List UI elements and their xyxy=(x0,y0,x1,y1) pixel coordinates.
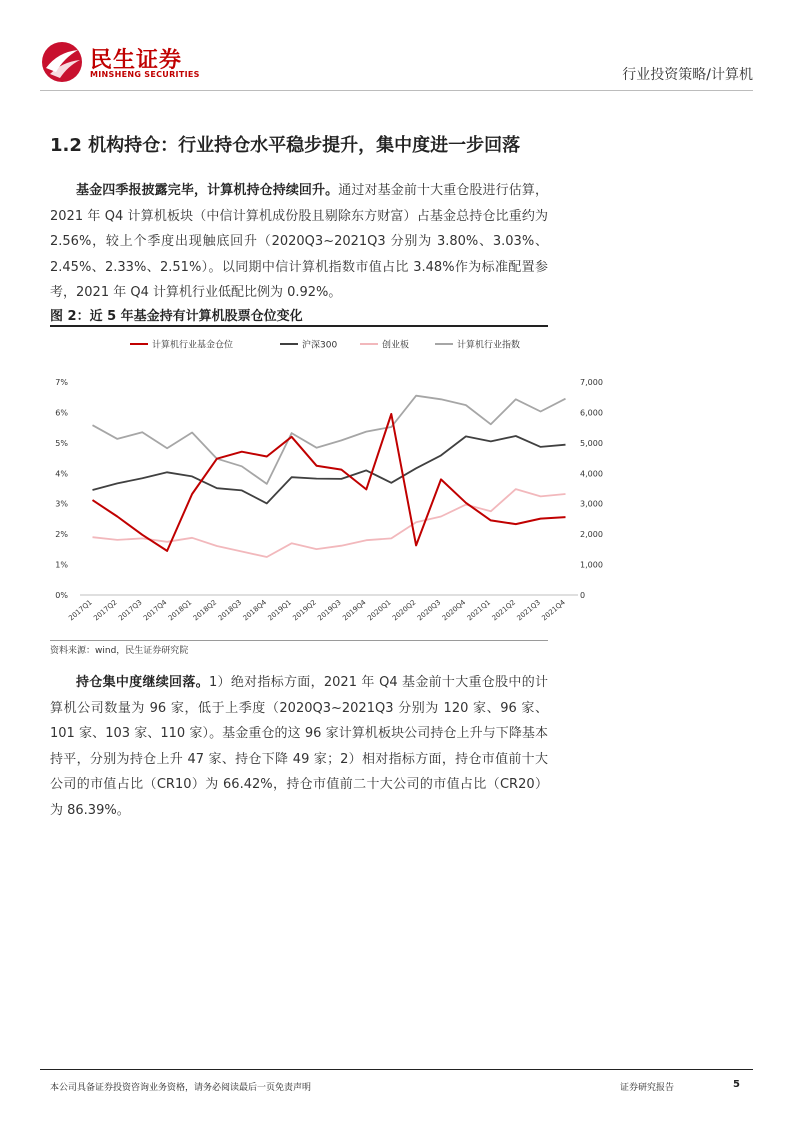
page-header xyxy=(40,38,753,98)
series-line-3 xyxy=(93,489,566,557)
paragraph-2-body: 1）绝对指标方面，2021 年 Q4 基金前十大重仓股中的计算机公司数量为 96 家，低于上季度（2020Q3~2021Q3 分别为 120 家、96 家、101 家、103 家、110 家）。基金重仓的这 96 家计算机板块公司持仓上升与下降基本持平，分别为持仓上升 47 家、持仓下降 49 家；2）相对指标方面，持仓市值前十大公司的市值占比（CR10）为 66.42%，持仓市值前二十大公司的市值占比（CR20）为 86.39%。 xyxy=(50,675,548,818)
header-divider xyxy=(40,90,753,91)
left-axis-tick-label: 4% xyxy=(55,469,68,479)
paragraph-2 xyxy=(50,670,548,823)
x-axis-tick-label: 2017Q1 xyxy=(67,598,94,623)
footer-report-type: 证券研究报告 xyxy=(620,1083,675,1093)
right-axis-tick-label: 1,000 xyxy=(580,560,603,570)
right-axis-tick-label: 7,000 xyxy=(580,378,603,387)
figure-source: 资料来源：wind，民生证券研究院 xyxy=(50,646,189,656)
figure-title: 图 2：近 5 年基金持有计算机股票仓位变化 xyxy=(50,309,303,324)
x-axis-tick-label: 2020Q4 xyxy=(440,598,468,623)
x-axis-tick-label: 2018Q4 xyxy=(241,598,269,623)
left-axis-tick-label: 5% xyxy=(55,438,68,448)
left-axis-tick-label: 6% xyxy=(55,408,68,418)
x-axis-tick-label: 2018Q2 xyxy=(191,598,219,623)
right-axis-tick-label: 2,000 xyxy=(580,530,603,540)
figure-title-rule xyxy=(50,325,548,327)
x-axis-tick-label: 2021Q3 xyxy=(515,598,542,623)
right-axis-tick-label: 5,000 xyxy=(580,438,603,448)
minsheng-logo xyxy=(40,38,240,88)
chart-svg xyxy=(50,330,610,640)
paragraph-1 xyxy=(50,178,548,306)
right-axis-tick-label: 3,000 xyxy=(580,499,603,509)
paragraph-1-body: 通过对基金前十大重仓股进行估算，2021 年 Q4 计算机板块（中信计算机成份股且剔除东方财富）占基金总持仓比重约为 2.56%，较上个季度出现触底回升（2020Q3~2021Q3 分别为 3.80%、3.03%、2.45%、2.33%、2.51%）。以同期中信计算机指数市值占比 3.48%作为标准配置参考，2021 年 Q4 计算机行业低配比例为 0.92%。 xyxy=(50,183,548,300)
x-axis-tick-label: 2021Q4 xyxy=(540,598,567,623)
x-axis-tick-label: 2021Q1 xyxy=(465,598,493,623)
footer-divider xyxy=(40,1069,753,1070)
legend-label: 计算机行业基金仓位 xyxy=(152,340,234,351)
logo-en-text: MINSHENG SECURITIES xyxy=(90,70,200,79)
x-axis-tick-label: 2020Q3 xyxy=(415,598,443,623)
legend-label: 计算机行业指数 xyxy=(457,340,521,351)
right-axis-tick-label: 0 xyxy=(580,591,586,600)
section-title: 1.2 机构持仓：行业持仓水平稳步提升，集中度进一步回落 xyxy=(50,135,521,156)
logo-cn-text: 民生证券 xyxy=(90,48,183,73)
x-axis-tick-label: 2019Q4 xyxy=(341,598,368,623)
left-axis-tick-label: 3% xyxy=(55,499,68,509)
source-divider xyxy=(50,640,548,641)
x-axis-tick-label: 2018Q1 xyxy=(166,598,194,623)
footer-disclaimer: 本公司具备证券投资咨询业务资格，请务必阅读最后一页免责声明 xyxy=(50,1083,312,1093)
x-axis-tick-label: 2019Q1 xyxy=(266,598,293,623)
x-axis-tick-label: 2019Q3 xyxy=(316,598,343,623)
paragraph-2-lead: 持仓集中度继续回落。 xyxy=(76,675,209,690)
position-chart xyxy=(50,330,610,640)
x-axis-tick-label: 2017Q2 xyxy=(92,598,119,623)
paragraph-1-lead: 基金四季报披露完毕，计算机持仓持续回升。 xyxy=(76,183,339,198)
series-line-1 xyxy=(93,414,566,551)
report-category: 行业投资策略/计算机 xyxy=(622,67,753,83)
x-axis-tick-label: 2019Q2 xyxy=(291,598,318,623)
left-axis-tick-label: 0% xyxy=(55,591,68,600)
right-axis-tick-label: 6,000 xyxy=(580,408,603,418)
x-axis-tick-label: 2017Q4 xyxy=(142,598,169,623)
legend-label: 创业板 xyxy=(382,340,410,351)
left-axis-tick-label: 7% xyxy=(55,378,68,387)
legend-label: 沪深300 xyxy=(302,340,338,351)
x-axis-tick-label: 2020Q1 xyxy=(366,598,393,623)
left-axis-tick-label: 2% xyxy=(55,530,68,540)
x-axis-tick-label: 2020Q2 xyxy=(391,598,418,623)
left-axis-tick-label: 1% xyxy=(55,560,68,570)
x-axis-tick-label: 2018Q3 xyxy=(216,598,244,623)
x-axis-tick-label: 2021Q2 xyxy=(490,598,518,623)
logo-icon xyxy=(40,40,84,84)
x-axis-tick-label: 2017Q3 xyxy=(117,598,144,623)
right-axis-tick-label: 4,000 xyxy=(580,469,603,479)
page-number: 5 xyxy=(733,1079,740,1090)
